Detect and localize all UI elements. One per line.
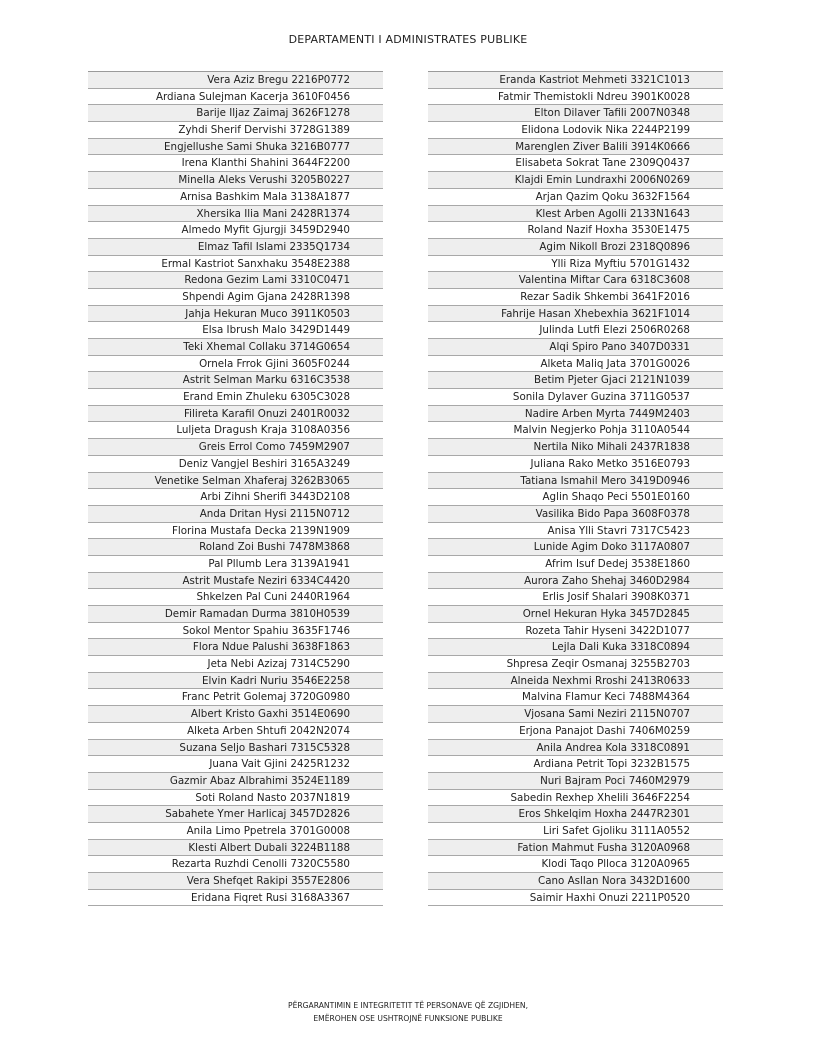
- list-row: Erjona Panajot Dashi 7406M0259: [428, 723, 723, 740]
- list-row: Soti Roland Nasto 2037N1819: [88, 790, 383, 807]
- list-row: Elmaz Tafil Islami 2335Q1734: [88, 239, 383, 256]
- list-row: Vera Shefqet Rakipi 3557E2806: [88, 873, 383, 890]
- list-row: Lunide Agim Doko 3117A0807: [428, 539, 723, 556]
- list-row: Suzana Seljo Bashari 7315C5328: [88, 740, 383, 757]
- list-row: Venetike Selman Xhaferaj 3262B3065: [88, 473, 383, 490]
- list-row: Malvina Flamur Keci 7488M4364: [428, 689, 723, 706]
- list-row: Irena Klanthi Shahini 3644F2200: [88, 155, 383, 172]
- list-row: Erand Emin Zhuleku 6305C3028: [88, 389, 383, 406]
- list-row: Roland Nazif Hoxha 3530E1475: [428, 222, 723, 239]
- list-row: Anda Dritan Hysi 2115N0712: [88, 506, 383, 523]
- list-row: Ardiana Petrit Topi 3232B1575: [428, 756, 723, 773]
- list-row: Alketa Arben Shtufi 2042N2074: [88, 723, 383, 740]
- list-row: Fahrije Hasan Xhebexhia 3621F1014: [428, 306, 723, 323]
- left-name-list: [88, 71, 383, 906]
- list-row: Marenglen Ziver Balili 3914K0666: [428, 139, 723, 156]
- list-row: Tatiana Ismahil Mero 3419D0946: [428, 473, 723, 490]
- page-footer: [0, 999, 816, 1025]
- list-row: Arnisa Bashkim Mala 3138A1877: [88, 189, 383, 206]
- list-row: Demir Ramadan Durma 3810H0539: [88, 606, 383, 623]
- list-row: Engjellushe Sami Shuka 3216B0777: [88, 139, 383, 156]
- list-row: Rezar Sadik Shkembi 3641F2016: [428, 289, 723, 306]
- list-row: Afrim Isuf Dedej 3538E1860: [428, 556, 723, 573]
- list-row: Shpendi Agim Gjana 2428R1398: [88, 289, 383, 306]
- list-row: Alneida Nexhmi Rroshi 2413R0633: [428, 673, 723, 690]
- list-row: Rezarta Ruzhdi Cenolli 7320C5580: [88, 856, 383, 873]
- list-row: Elvin Kadri Nuriu 3546E2258: [88, 673, 383, 690]
- list-row: Ornela Frrok Gjini 3605F0244: [88, 356, 383, 373]
- list-row: Barije Iljaz Zaimaj 3626F1278: [88, 105, 383, 122]
- list-row: Anila Andrea Kola 3318C0891: [428, 740, 723, 757]
- list-row: Filireta Karafil Onuzi 2401R0032: [88, 406, 383, 423]
- list-row: Fation Mahmut Fusha 3120A0968: [428, 840, 723, 857]
- list-row: Albert Kristo Gaxhi 3514E0690: [88, 706, 383, 723]
- list-row: Klest Arben Agolli 2133N1643: [428, 206, 723, 223]
- list-row: Ornel Hekuran Hyka 3457D2845: [428, 606, 723, 623]
- list-row: Elton Dilaver Tafili 2007N0348: [428, 105, 723, 122]
- list-row: Xhersika Ilia Mani 2428R1374: [88, 206, 383, 223]
- list-row: Sabahete Ymer Harlicaj 3457D2826: [88, 806, 383, 823]
- list-row: Lejla Dali Kuka 3318C0894: [428, 639, 723, 656]
- list-row: Liri Safet Gjoliku 3111A0552: [428, 823, 723, 840]
- list-row: Luljeta Dragush Kraja 3108A0356: [88, 422, 383, 439]
- list-row: Astrit Selman Marku 6316C3538: [88, 372, 383, 389]
- list-row: Sabedin Rexhep Xhelili 3646F2254: [428, 790, 723, 807]
- list-row: Greis Errol Como 7459M2907: [88, 439, 383, 456]
- list-row: Cano Asllan Nora 3432D1600: [428, 873, 723, 890]
- list-row: Saimir Haxhi Onuzi 2211P0520: [428, 890, 723, 907]
- list-row: Eranda Kastriot Mehmeti 3321C1013: [428, 72, 723, 89]
- list-row: Aglin Shaqo Peci 5501E0160: [428, 489, 723, 506]
- list-row: Eros Shkelqim Hoxha 2447R2301: [428, 806, 723, 823]
- list-row: Arjan Qazim Qoku 3632F1564: [428, 189, 723, 206]
- list-row: Zyhdi Sherif Dervishi 3728G1389: [88, 122, 383, 139]
- list-row: Erlis Josif Shalari 3908K0371: [428, 589, 723, 606]
- list-row: Nuri Bajram Poci 7460M2979: [428, 773, 723, 790]
- list-row: Shpresa Zeqir Osmanaj 3255B2703: [428, 656, 723, 673]
- list-row: Almedo Myfit Gjurgji 3459D2940: [88, 222, 383, 239]
- list-row: Minella Aleks Verushi 3205B0227: [88, 172, 383, 189]
- list-row: Malvin Negjerko Pohja 3110A0544: [428, 422, 723, 439]
- list-row: Rozeta Tahir Hyseni 3422D1077: [428, 623, 723, 640]
- list-row: Julinda Lutfi Elezi 2506R0268: [428, 322, 723, 339]
- list-row: Franc Petrit Golemaj 3720G0980: [88, 689, 383, 706]
- list-row: Gazmir Abaz Albrahimi 3524E1189: [88, 773, 383, 790]
- list-row: Deniz Vangjel Beshiri 3165A3249: [88, 456, 383, 473]
- list-row: Teki Xhemal Collaku 3714G0654: [88, 339, 383, 356]
- list-row: Sonila Dylaver Guzina 3711G0537: [428, 389, 723, 406]
- list-row: Klodi Taqo Plloca 3120A0965: [428, 856, 723, 873]
- list-row: Florina Mustafa Decka 2139N1909: [88, 523, 383, 540]
- list-row: Juliana Rako Metko 3516E0793: [428, 456, 723, 473]
- list-row: Elisabeta Sokrat Tane 2309Q0437: [428, 155, 723, 172]
- footer-line-2: EMËROHEN OSE USHTROJNË FUNKSIONE PUBLIKE: [313, 1014, 503, 1023]
- list-row: Pal Pllumb Lera 3139A1941: [88, 556, 383, 573]
- list-row: Eridana Fiqret Rusi 3168A3367: [88, 890, 383, 907]
- list-row: Aurora Zaho Shehaj 3460D2984: [428, 573, 723, 590]
- list-row: Betim Pjeter Gjaci 2121N1039: [428, 372, 723, 389]
- list-row: Elsa Ibrush Malo 3429D1449: [88, 322, 383, 339]
- right-name-list: [428, 71, 723, 906]
- list-row: Roland Zoi Bushi 7478M3868: [88, 539, 383, 556]
- list-row: Nadire Arben Myrta 7449M2403: [428, 406, 723, 423]
- list-row: Vjosana Sami Neziri 2115N0707: [428, 706, 723, 723]
- list-row: Shkelzen Pal Cuni 2440R1964: [88, 589, 383, 606]
- list-row: Anisa Ylli Stavri 7317C5423: [428, 523, 723, 540]
- list-row: Valentina Miftar Cara 6318C3608: [428, 272, 723, 289]
- list-row: Juana Vait Gjini 2425R1232: [88, 756, 383, 773]
- list-row: Jeta Nebi Azizaj 7314C5290: [88, 656, 383, 673]
- list-row: Vera Aziz Bregu 2216P0772: [88, 72, 383, 89]
- list-row: Vasilika Bido Papa 3608F0378: [428, 506, 723, 523]
- page-title: DEPARTAMENTI I ADMINISTRATES PUBLIKE: [288, 33, 528, 46]
- list-row: Agim Nikoll Brozi 2318Q0896: [428, 239, 723, 256]
- list-row: Astrit Mustafe Neziri 6334C4420: [88, 573, 383, 590]
- list-row: Sokol Mentor Spahiu 3635F1746: [88, 623, 383, 640]
- list-row: Arbi Zihni Sherifi 3443D2108: [88, 489, 383, 506]
- list-row: Elidona Lodovik Nika 2244P2199: [428, 122, 723, 139]
- footer-line-1: PËRGARANTIMIN E INTEGRITETIT TË PERSONAVE QË ZGJIDHEN,: [288, 1001, 528, 1010]
- list-row: Jahja Hekuran Muco 3911K0503: [88, 306, 383, 323]
- list-row: Flora Ndue Palushi 3638F1863: [88, 639, 383, 656]
- list-row: Alqi Spiro Pano 3407D0331: [428, 339, 723, 356]
- list-row: Redona Gezim Lami 3310C0471: [88, 272, 383, 289]
- list-row: Klajdi Emin Lundraxhi 2006N0269: [428, 172, 723, 189]
- list-row: Anila Limo Ppetrela 3701G0008: [88, 823, 383, 840]
- list-row: Ermal Kastriot Sanxhaku 3548E2388: [88, 256, 383, 273]
- list-row: Ardiana Sulejman Kacerja 3610F0456: [88, 89, 383, 106]
- list-row: Ylli Riza Myftiu 5701G1432: [428, 256, 723, 273]
- list-row: Klesti Albert Dubali 3224B1188: [88, 840, 383, 857]
- list-row: Alketa Maliq Jata 3701G0026: [428, 356, 723, 373]
- list-row: Fatmir Themistokli Ndreu 3901K0028: [428, 89, 723, 106]
- list-row: Nertila Niko Mihali 2437R1838: [428, 439, 723, 456]
